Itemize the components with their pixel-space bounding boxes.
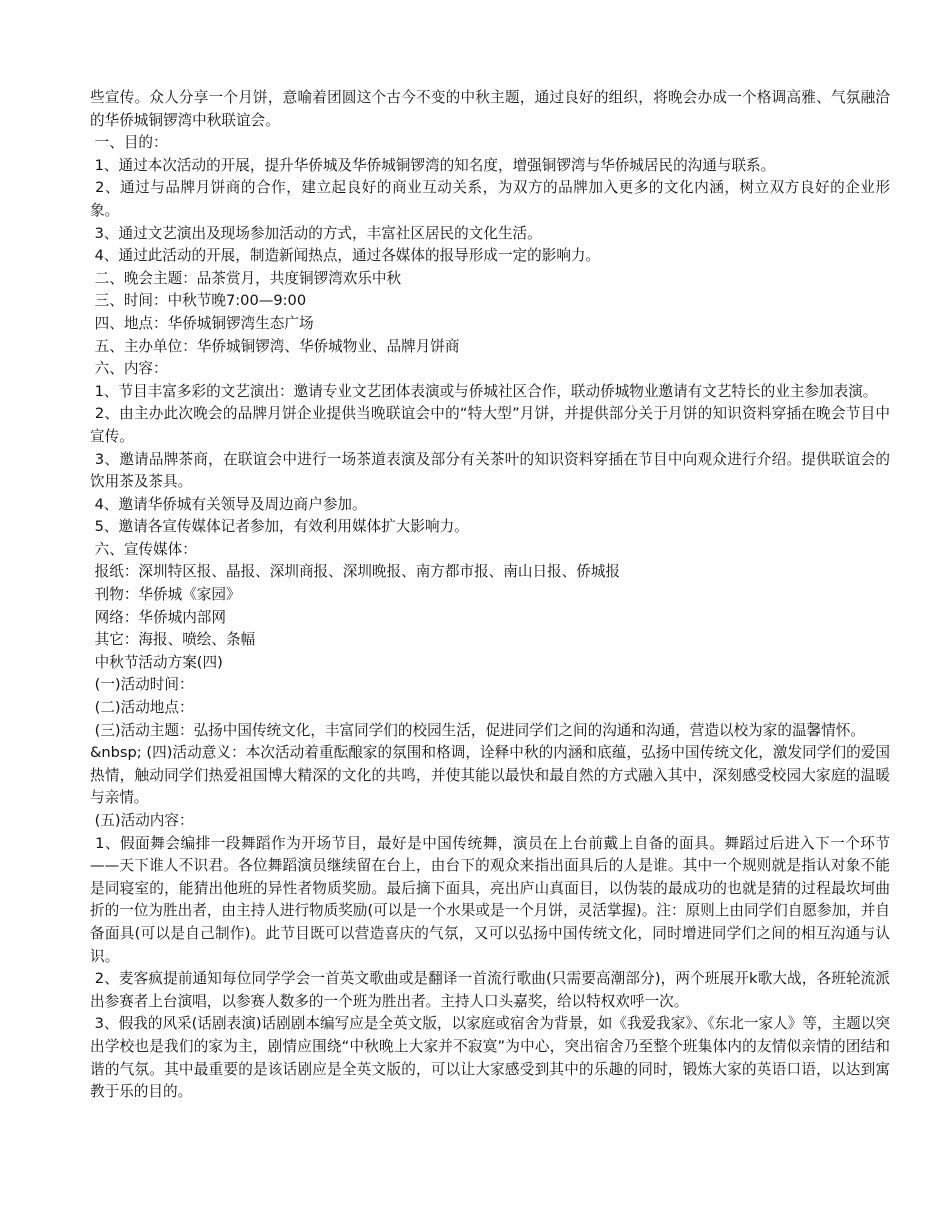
media-other: 其它：海报、喷绘、条幅	[90, 631, 256, 649]
paragraph-intro: 些宣传。众人分享一个月饼，意喻着团圆这个古今不变的中秋主题，通过良好的组织，将晚会办成一个格调高雅、气氛融洽的华侨城铜锣湾中秋联谊会。	[90, 89, 890, 129]
plan-theme: (三)活动主题：弘扬中国传统文化，丰富同学们的校园生活，促进同学们之间的沟通和沟通，营造以校为家的温馨情怀。	[90, 721, 865, 739]
media-newspapers: 报纸：深圳特区报、晶报、深圳商报、深圳晚报、南方都市报、南山日报、侨城报	[90, 563, 621, 581]
plan-content-heading: (五)活动内容：	[90, 812, 194, 829]
content-item-1: 1、节目丰富多彩的文艺演出：邀请专业文艺团体表演或与侨城社区合作，联动侨城物业邀请有文艺特长的业主参加表演。	[90, 382, 878, 400]
content-item-3: 3、邀请品牌茶商，在联谊会中进行一场茶道表演及部分有关茶叶的知识资料穿插在节目中向观众进行介绍。提供联谊会的饮用茶及茶具。	[90, 450, 890, 491]
content-item-2: 2、由主办此次晚会的品牌月饼企业提供当晚联谊会中的“特大型”月饼，并提供部分关于月饼的知识资料穿插在晚会节目中宣传。	[90, 405, 890, 445]
media-publications: 刊物：华侨城《家园》	[90, 586, 241, 604]
plan-significance: &nbsp; (四)活动意义：本次活动着重酝酿家的氛围和格调，诠释中秋的内涵和底蕴，弘扬中国传统文化，激发同学们的爱国热情，触动同学们热爱祖国博大精深的文化的共鸣，并使其能以最快和最自然的方式融入其中，深刻感受校园大家庭的温暖与亲情。	[90, 744, 890, 807]
heading-location: 四、地点：华侨城铜锣湾生态广场	[90, 314, 314, 332]
heading-theme: 二、晚会主题：品茶赏月，共度铜锣湾欢乐中秋	[90, 269, 402, 287]
heading-content: 六、内容：	[90, 360, 168, 378]
section-title-plan-4: 中秋节活动方案(四)	[90, 653, 223, 671]
media-network: 网络：华侨城内部网	[90, 608, 226, 626]
plan-time: (一)活动时间：	[90, 676, 194, 694]
plan-content-item-3: 3、假我的风采(话剧表演)话剧剧本编写应是全英文版，以家庭或宿舍为背景，如《我爱我家》、《东北一家人》等，主题以突出学校也是我们的家为主，剧情应围绕“中秋晚上大家并不寂寞”为中心，突出宿舍乃至整个班集体内的友情似亲情的团结和谐的气氛。其中最重要的是该话剧应是全英文版的，可以让大家感受到其中的乐趣的同时，锻炼大家的英语口语，以达到寓教于乐的目的。	[90, 1015, 891, 1101]
heading-purpose: 一、目的：	[90, 134, 168, 152]
purpose-item-3: 3、通过文艺演出及现场参加活动的方式，丰富社区居民的文化生活。	[90, 224, 542, 242]
plan-content-item-1: 1、假面舞会编排一段舞蹈作为开场节目，最好是中国传统舞，演员在上台前戴上自备的面具。舞蹈过后进入下一个环节——天下谁人不识君。各位舞蹈演员继续留在台上，由台下的观众来指出面具后的人是谁。其中一个规则就是指认对象不能是同寝室的，能猜出他班的异性者物质奖励。最后摘下面具，亮出庐山真面目，以伪装的最成功的也就是猜的过程最坎坷曲折的一位为胜出者，由主持人进行物质奖励(可以是一个水果或是一个月饼，灵活掌握)。注：原则上由同学们自愿参加，并自备面具(可以是自己制作)。此节目既可以营造喜庆的气氛，又可以弘扬中国传统文化，同时增进同学们之间的相互沟通与认识。	[90, 834, 890, 965]
purpose-item-2: 2、通过与品牌月饼商的合作，建立起良好的商业互动关系，为双方的品牌加入更多的文化内涵，树立双方良好的企业形象。	[90, 179, 890, 219]
heading-time: 三、时间：中秋节晚7:00—9:00	[90, 292, 307, 310]
purpose-item-4: 4、通过此活动的开展，制造新闻热点，通过各媒体的报导形成一定的影响力。	[90, 247, 601, 265]
plan-location: (二)活动地点：	[90, 699, 194, 717]
content-item-4: 4、邀请华侨城有关领导及周边商户参加。	[90, 495, 367, 513]
plan-content-item-2: 2、麦客疯提前通知每位同学学会一首英文歌曲或是翻译一首流行歌曲(只需要高潮部分)，两个班展开k歌大战，各班轮流派出参赛者上台演唱，以参赛人数多的一个班为胜出者。主持人口头嘉奖，给以特权欢呼一次。	[90, 970, 890, 1010]
heading-media: 六、宣传媒体：	[90, 540, 197, 558]
heading-organizers: 五、主办单位：华侨城铜锣湾、华侨城物业、品牌月饼商	[90, 337, 460, 355]
content-item-5: 5、邀请各宣传媒体记者参加，有效利用媒体扩大影响力。	[90, 518, 469, 536]
document-body	[90, 87, 890, 1104]
purpose-item-1: 1、通过本次活动的开展，提升华侨城及华侨城铜锣湾的知名度，增强铜锣湾与华侨城居民的沟通与联系。	[90, 156, 776, 174]
